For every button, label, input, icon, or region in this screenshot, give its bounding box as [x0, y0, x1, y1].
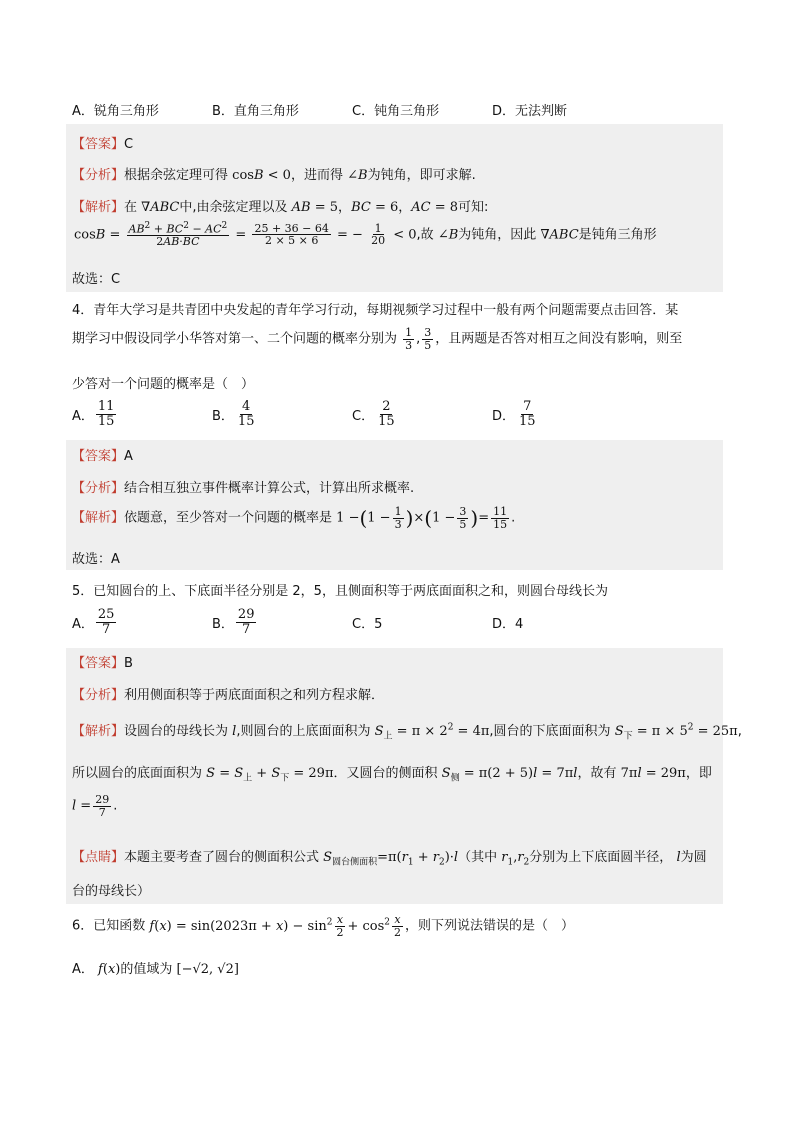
q4-solution: 【解析】依题意，至少答对一个问题的概率是 1 −(1 − $\frac{1}{3}$ )×(1 − $\frac{3}{5}$ )= $\frac{11}{15}$ . — [72, 505, 516, 531]
text: 依题意，至少答对一个问题的概率是 — [124, 510, 333, 526]
text: 本题主要考查了圆台的侧面积公式 — [124, 850, 320, 865]
q5-solution-line-3: l = $\frac{29}{7}$ . — [72, 793, 118, 819]
analysis-tag: 【分析】 — [72, 168, 125, 183]
q3-options — [72, 100, 732, 119]
q3-option-a: A．锐角三角形 — [72, 104, 159, 119]
answer-tag: 【答案】 — [72, 137, 125, 152]
q5-analysis — [72, 684, 384, 703]
q3-choice: 故选：C — [72, 272, 121, 287]
q5-remark-line-2: 台的母线长） — [72, 884, 151, 899]
label: A． — [72, 408, 94, 424]
answer-tag: 【答案】 — [72, 656, 125, 671]
remark-tag: 【点睛】 — [72, 850, 125, 865]
q3-option-c: C．钝角三角形 — [352, 104, 440, 119]
text: ，即 — [685, 766, 712, 781]
q5-answer — [72, 652, 133, 671]
text: 为钝角，即可求解. — [367, 168, 476, 183]
q4-option-c: C． $\frac{2}{15}$ — [352, 399, 395, 429]
text: 为圆 — [680, 850, 707, 865]
text: 6．已知函数 — [72, 918, 146, 934]
analysis-tag: 【分析】 — [72, 688, 125, 703]
solution-tag: 【解析】 — [72, 724, 125, 739]
q3-option-b: B．直角三角形 — [212, 104, 299, 119]
answer-value: A — [124, 449, 133, 464]
math: cosB < 0 — [232, 168, 291, 183]
label: A． — [72, 616, 94, 632]
q3-option-d: D．无法判断 — [492, 104, 568, 119]
label: C． — [352, 408, 375, 424]
label: B． — [212, 616, 234, 632]
q3-cosine-formula: cosB = $\frac{AB^2 + BC^2 - AC^2}{2AB\cdot BC}$ = $\frac{25 + 36 - 64}{2 \times 5 \times 6}$ = − $\frac{1}{20}$ < 0,故 ∠B为钝角，因此 ∇ABC是钝角三角形 — [74, 221, 657, 249]
math: ∇ABC — [141, 200, 180, 215]
text: ，则下列说法错误的是（ ） — [405, 918, 575, 934]
answer-tag: 【答案】 — [72, 449, 125, 464]
q5-option-a: A． $\frac{25}{7}$ — [72, 607, 115, 637]
text: ,则圆台的上底面面积为 — [236, 724, 371, 739]
text: 是钝角三角形 — [578, 227, 657, 243]
q5-option-c: C．5 — [352, 616, 383, 632]
text: 设圆台的母线长为 — [124, 724, 229, 739]
answer-value: B — [124, 656, 133, 671]
q4-stem-line-2: 期学习中假设同学小华答对第一、二个问题的概率分别为 $\frac{1}{3}$ , $\frac{3}{5}$ ，且两题是否答对相互之间没有影响，则至 — [72, 326, 683, 352]
q5-solution: 【解析】设圆台的母线长为 l,则圆台的上底面面积为 $S_上 = \pi \times 2^2 = 4\pi$,圆台的下底面面积为 $S_下 = \pi \times 5^2 = 25\pi$, — [72, 722, 742, 742]
text: 在 — [124, 200, 138, 215]
q5-option-b: B． $\frac{29}{7}$ — [212, 607, 255, 637]
text: ．又圆台的侧面积 — [333, 766, 438, 781]
q4-option-d: D． $\frac{7}{15}$ — [492, 399, 536, 429]
q4-choice: 故选：A — [72, 552, 120, 567]
q5-stem: 5．已知圆台的上、下底面半径分别是 2，5，且侧面积等于两底面面积之和，则圆台母线长为 — [72, 584, 608, 599]
analysis-tag: 【分析】 — [72, 481, 125, 496]
text: （其中 — [458, 850, 498, 865]
q3-answer — [72, 133, 133, 152]
q4-option-a: A． $\frac{11}{15}$ — [72, 399, 115, 429]
q4-option-b: B． $\frac{4}{15}$ — [212, 399, 255, 429]
text: 结合相互独立事件概率计算公式，计算出所求概率. — [124, 481, 415, 496]
text: ，进而得 — [290, 168, 343, 183]
q4-answer — [72, 445, 133, 464]
text: 的值域为 — [120, 962, 173, 977]
q4-stem-line-3: 少答对一个问题的概率是（ ） — [72, 377, 255, 392]
label: A． — [72, 962, 94, 977]
text: 可知: — [458, 200, 489, 215]
q4-options — [72, 400, 732, 428]
math: AB = 5，BC = 6，AC = 8 — [291, 200, 459, 215]
text: 分别为上下底面圆半径， — [529, 850, 673, 865]
math: ∠B — [347, 168, 368, 183]
answer-value: C — [124, 137, 134, 152]
text: ，故有 — [577, 766, 617, 781]
label: B． — [212, 408, 234, 424]
solution-tag: 【解析】 — [72, 510, 125, 526]
q3-analysis — [72, 164, 476, 183]
text: 所以圆台的底面面积为 — [72, 766, 203, 781]
text: 中,由余弦定理以及 — [179, 200, 288, 215]
q5-remark: 【点睛】本题主要考查了圆台的侧面积公式 $S_{圆台侧面积}=\pi(r_1 + r_2)\cdot l$（其中 $r_1,r_2$分别为上下底面圆半径， l为圆 — [72, 850, 707, 868]
text: 利用侧面积等于两底面面积之和列方程求解． — [124, 688, 385, 703]
q3-solution — [72, 196, 488, 215]
text: 为钝角，因此 — [458, 227, 537, 243]
q4-analysis — [72, 477, 414, 496]
q4-stem-line-1: 4．青年大学习是共青团中央发起的青年学习行动，每期视频学习过程中一般有两个问题需要点击回答．某 — [72, 303, 679, 318]
q5-solution-line-2: 所以圆台的底面面积为 $S = S_上 + S_下 = 29\pi$．又圆台的侧面积 $S_侧 = \pi(2 + 5)l = 7\pi l$，故有 7πl = 29π，即 — [72, 766, 712, 784]
q5-options — [72, 608, 732, 636]
q6-stem: 6．已知函数 $f(x) = \sin(2023\pi + x) - \sin^2$ $\frac{x}{2}$ + $\cos^2$ $\frac{x}{2}$ ，则下列说法错误的是（ ） — [72, 913, 575, 939]
solution-tag: 【解析】 — [72, 200, 125, 215]
q5-option-d: D．4 — [492, 616, 524, 632]
text: ，且两题是否答对相互之间没有影响，则至 — [435, 331, 683, 347]
q6-option-a: A． f(x)的值域为 [−√2, √2] — [72, 962, 239, 977]
text: ,圆台的下底面面积为 — [489, 724, 611, 739]
label: D． — [492, 408, 516, 424]
text: ,故 — [416, 227, 434, 243]
text: 期学习中假设同学小华答对第一、二个问题的概率分别为 — [72, 331, 398, 347]
text: 根据余弦定理可得 — [124, 168, 229, 183]
